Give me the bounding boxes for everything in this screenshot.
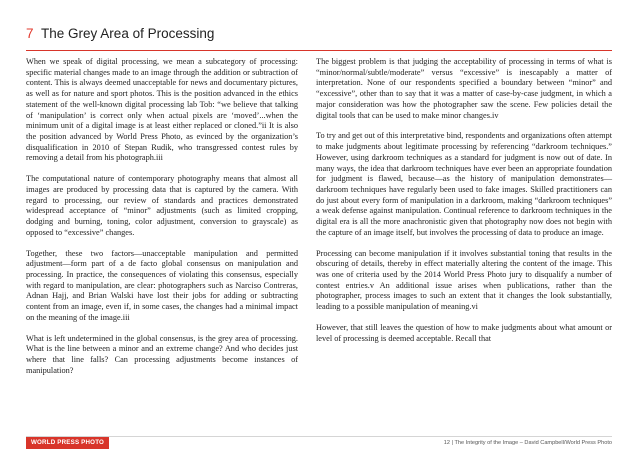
- right-column: [316, 57, 612, 355]
- left-column: [26, 57, 298, 387]
- paragraph: To try and get out of this interpretative bind, respondents and organizations often attempt to make judgments about legitimate processing by referencing “darkroom techniques.” However, using darkroom techniques as a standard for judgment is now out of date. In many ways, the idea that darkroom techniques have ever been an appropriate foundation for judgment is flawed, because—as the history of manipulation demonstrates—darkroom techniques have regularly been used to fake images. Skilled practitioners can do just about every form of manipulation in a darkroom, making “darkroom techniques” a weak defense against manipulation. Continual reference to darkroom techniques in the digital era is all the more anachronistic given that photography now does not begin with the capture of an image itself, but involves the processing of data to produce an image.: [316, 131, 612, 237]
- paragraph: However, that still leaves the question of how to make judgments about what amount or level of processing is deemed acceptable. Recall that: [316, 323, 612, 343]
- footer-page-info: 12 | The Integrity of the Image – David Campbell/World Press Photo: [443, 440, 612, 446]
- paragraph: What is left undetermined in the global consensus, is the grey area of processing. What is the line between a minor and an extreme change? And who decides just where that line falls? Can processing adjustments become instances of manipulation?: [26, 333, 298, 375]
- paragraph: Processing can become manipulation if it involves substantial toning that results in the obscuring of details, thereby in effect materially altering the content of the image. This was one of criteria used by the 2014 World Press Photo jury to disqualify a number of contest entries.v An additional issue arises when publications, rather than the photographer, process images to such an extent that it changes the look substantially, leading to a possible manipulation of meaning.vi: [316, 248, 612, 312]
- section-heading: [26, 24, 214, 44]
- paragraph: When we speak of digital processing, we mean a subcategory of processing: specific material changes made to an image through the addition or subtraction of content. This is always deemed unacceptable for news and documentary pictures, as well as for nature and sport photos. This is the position advanced in the ethics statement of the well-known digital processing lab Tob: “we believe that talking of ‘manipulation’ is correct only when actual pixels are ‘moved’...when the minimum unit of a digital image is at least either replaced or cloned.”ii It is also the position advanced by World Press Photo, as evinced by the organization’s disqualification in 2010 of Stepan Rudik, who transgressed contest rules by removing a detail from his photograph.iii: [26, 57, 298, 163]
- paragraph: The computational nature of contemporary photography means that almost all images are produced by processing data that is captured by the camera. With regard to processing, our review of standards and practices demonstrated widespread acceptance of “minor” adjustments (such as limited cropping, dodging and burning, toning, color adjustment, conversion to grayscale) as opposed to “excessive” changes.: [26, 174, 298, 237]
- paragraph: The biggest problem is that judging the acceptability of processing in terms of what is “minor/normal/subtle/moderate” versus “excessive” is inescapably a matter of interpretation. None of our respondents specified a boundary between “minor” and “excessive”, other than to say that it was a matter of case-by-case judgment, in which a major consideration was how the photographer saw the scene. Few policies detail the digital tools that can be used to make minor changes.iv: [316, 57, 612, 120]
- section-title: The Grey Area of Processing: [41, 26, 215, 41]
- paragraph: Together, these two factors—unacceptable manipulation and permitted adjustment—form part of a de facto global consensus on manipulation and processing. In practice, the consequences of violating this consensus, especially with regard to manipulation, are clear: photographers such as Narciso Contreras, Adnan Hajj, and Brian Walski have lost their jobs for adding or subtracting content from an image, even if, in some cases, the changes had a minimal impact on the meaning of the image.iii: [26, 248, 298, 322]
- footer-divider: [26, 436, 612, 437]
- section-number: 7: [26, 26, 34, 41]
- brand-badge: WORLD PRESS PHOTO: [26, 437, 109, 449]
- header-divider: [26, 50, 612, 51]
